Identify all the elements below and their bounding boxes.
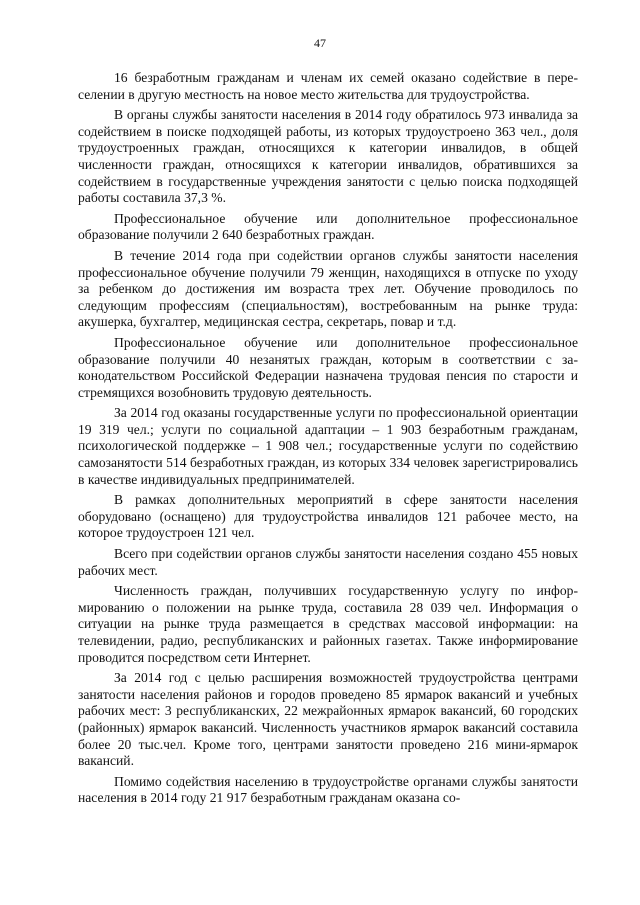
paragraph: Всего при содействии органов службы занятости населения создано 455 новых рабочих мест.: [78, 546, 578, 578]
paragraph: Профессиональное обучение или дополнительное профессиональное образование получили 2 640 безработных граждан.: [78, 210, 578, 243]
paragraph: За 2014 год оказаны государственные услуги по профессиональной ориентации 19 319 чел.; услуги по социальной адаптации – 1 903 безработным гражданам, психологической поддержке – 1 908 чел.; государственные услуги по содействию самозанятости 514 безработных граждан, из которых 334 человек зарегистрировались в качестве индивидуальных предпринимателей.: [78, 405, 578, 487]
paragraph: Численность граждан, получивших государственную услугу по информированию о положении на рынке труда, составила 28 039 чел. Информация о ситуации на рынке труда размещается в средствах массовой информации: на телевидении, радио, республиканских и районных газетах. Также информирование проводится посредством сети Интернет.: [78, 583, 578, 665]
paragraph: За 2014 год с целью расширения возможностей трудоустройства центрами занятости населения районов и городов проведено 85 ярмарок вакансий и учебных рабочих мест: 3 республиканских, 22 межрайонных ярмарок вакансий, 60 городских (районных) ярмарок вакансий. Численность участников ярмарок вакансий составила более 20 тыс.чел. Кроме того, центрами занятости проведено 216 мини-ярмарок вакансий.: [78, 670, 578, 769]
paragraph: Помимо содействия населению в трудоустройстве органами службы занятости населения в 2014 году 21 917 безработным гражданам оказана со-: [78, 773, 578, 806]
paragraph: В течение 2014 года при содействии органов службы занятости населения профессиональное обучение получили 79 женщин, находящихся в отпуске по уходу за ребенком до достижения им возраста трех лет. Обучение проводилось по следующим профессиям (специальностям), востребованным на рынке труда: акушерка, бухгалтер, медицинская сестра, секретарь, повар и т.д.: [78, 247, 578, 330]
page-number: 47: [314, 36, 326, 50]
paragraph: 16 безработным гражданам и членам их семей оказано содействие в переселении в другую местность на новое место жительства для трудоустройства.: [78, 70, 578, 102]
body-text: [78, 70, 578, 811]
paragraph: В органы службы занятости населения в 2014 году обратилось 973 инвалида за содействием в поиске подходящей работы, из которых трудоустроено 363 чел., доля трудоустроенных граждан, относящихся к категории инвалидов, в общей численности граждан, относящихся к категории инвалидов, обратившихся за содействием в государственные учреждения занятости с целью поиска подходящей работы составила 37,3 %.: [78, 107, 578, 206]
paragraph: Профессиональное обучение или дополнительное профессиональное образование получили 40 незанятых граждан, которым в соответствии с законодательством Российской Федерации назначена трудовая пенсия по старости и стремящихся возобновить трудовую деятельность.: [78, 334, 578, 400]
paragraph: В рамках дополнительных мероприятий в сфере занятости населения оборудовано (оснащено) для трудоустройства инвалидов 121 рабочее место, на которое трудоустроен 121 чел.: [78, 492, 578, 541]
